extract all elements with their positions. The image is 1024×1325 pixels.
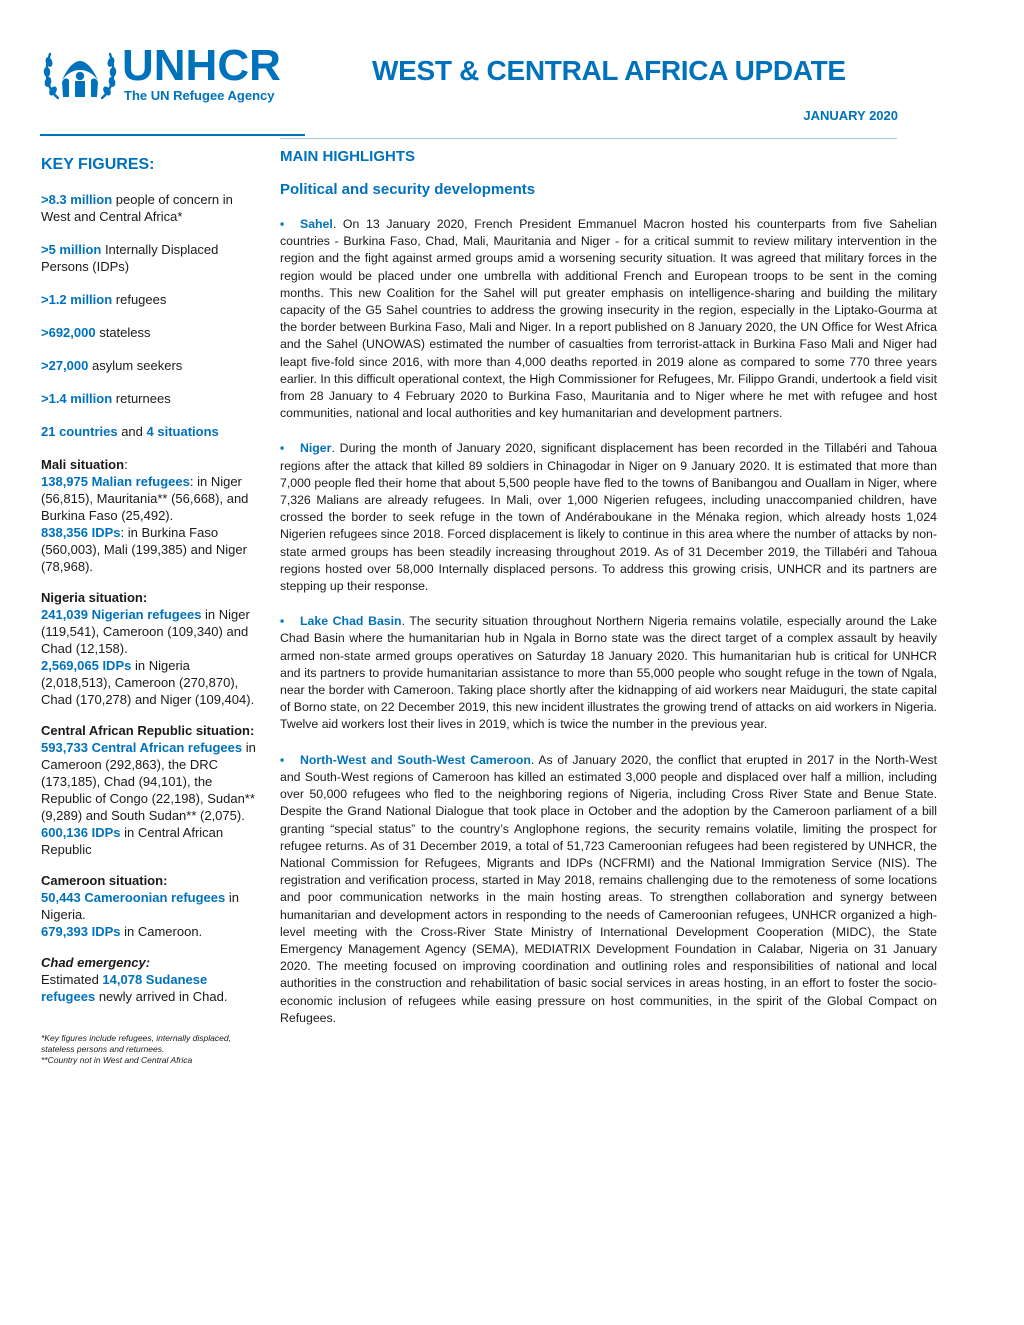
key-figure bbox=[41, 241, 259, 275]
key-figure bbox=[41, 390, 259, 407]
bullet-icon: ▪ bbox=[280, 441, 285, 456]
bullet-icon: ▪ bbox=[280, 752, 285, 767]
key-figure-value: >27,000 bbox=[41, 358, 89, 373]
paragraph-lead: Sahel bbox=[300, 217, 333, 231]
situation-text: in Niger (119,541), Cameroon (109,340) and Chad (12,158). bbox=[41, 607, 250, 656]
situation-text: : in Burkina Faso (560,003), Mali (199,385) and Niger (78,968). bbox=[41, 525, 247, 574]
paragraph-text: . During the month of January 2020, significant displacement has been recorded in the Tillabéri and Tahoua regions after the attack that killed 89 soldiers in Chinagodar in Niger on 9 January 2020. It is estimated that more than 7,000 people fled their home that about 5,500 people have fled to the towns of Banibangou and Ouallam in Niger, where 7,326 Malians are already refugees. In Mali, over 1,000 Nigerien refugees, including unaccompanied children, have crossed the border to seek refuge in the town of Andéraboukane in the Ménaka region, which already hosts 1,024 Nigerien refugees since 2018. Forced displacement is likely to continue in this area where the number of attacks by non-state armed groups has been steadily increasing throughout 2019. As of 31 December 2019, the Tillabéri and Tahoua regions hosted over 58,000 Internally displaced persons. To address this growing crisis, UNHCR and its partners are stepping up their response. bbox=[280, 441, 937, 594]
countries-figure bbox=[41, 423, 259, 440]
highlight-paragraph bbox=[280, 613, 937, 733]
situation-title: Chad emergency: bbox=[41, 955, 151, 970]
unhcr-emblem-icon bbox=[40, 40, 120, 106]
situation-title: Mali situation bbox=[41, 457, 125, 472]
countries-count: 21 countries bbox=[41, 424, 118, 439]
situation-text: : in Niger (56,815), Mauritania** (56,668), and Burkina Faso (25,492). bbox=[41, 474, 249, 523]
key-figure-text: asylum seekers bbox=[88, 358, 183, 373]
unhcr-tagline: The UN Refugee Agency bbox=[124, 88, 275, 103]
footnote-line: *Key figures include refugees, internally displaced, stateless persons and returnees. bbox=[41, 1033, 231, 1054]
situation-figure: 14,078 Sudanese refugees bbox=[41, 972, 208, 1004]
situation-text: in Central African Republic bbox=[41, 825, 224, 857]
section-heading: MAIN HIGHLIGHTS bbox=[280, 148, 415, 165]
key-figure-value: >5 million bbox=[41, 242, 102, 257]
situation-figure: 679,393 IDPs bbox=[41, 924, 121, 939]
situations-count: 4 situations bbox=[146, 424, 219, 439]
key-figures-sidebar bbox=[41, 156, 259, 1066]
header-rule-right bbox=[280, 138, 897, 139]
key-figure-value: >8.3 million bbox=[41, 192, 113, 207]
paragraph-text: . On 13 January 2020, French President Emmanuel Macron hosted his counterparts from five Sahelian countries - Burkina Faso, Chad, Mali, Mauritania and Niger - for a critical summit to review military intervention in the region and the fight against armed groups amid a worsening security situation. It was agreed that military forces in the region would be placed under one umbrella with additional French and European troops to be sent in the coming months. This new Coalition for the Sahel will put greater emphasis on intelligence-sharing and building the military capacity of the G5 Sahel countries to address the growing insecurity in the region, especially in the Liptako-Gourma at the border between Burkina Faso, Mali and Niger. In a report published on 8 January 2020, the UN Office for West Africa and the Sahel (UNOWAS) estimated the number of casualties from terrorist-attack in Burkina Faso Mali and Niger had leapt five-fold since 2016, with more than 4,000 deaths reported in 2019 alone as compared to some 770 three years earlier. In this difficult operational context, the High Commissioner for Refugees, Mr. Filippo Grandi, undertook a field visit from 28 January to 4 February 2020 to Burkina Faso, Mauritania and to Niger where he met with refugee and host communities, national and local authorities and key humanitarian and development partners. bbox=[280, 217, 937, 421]
key-figure-text: returnees bbox=[112, 391, 171, 406]
key-figure-text: people of concern in West and Central Africa* bbox=[41, 192, 233, 224]
unhcr-wordmark: UNHCR bbox=[122, 41, 281, 90]
section-subheading: Political and security developments bbox=[280, 181, 536, 198]
nigeria-situation bbox=[41, 589, 259, 708]
highlight-paragraph bbox=[280, 440, 937, 595]
situation-text: Estimated bbox=[41, 972, 103, 987]
situation-text: in Cameroon. bbox=[120, 924, 203, 939]
paragraph-lead: Niger bbox=[300, 441, 332, 456]
key-figure-value: >692,000 bbox=[41, 325, 96, 340]
situation-title: Cameroon situation: bbox=[41, 873, 168, 888]
situation-text: in Cameroon (292,863), the DRC (173,185), Chad (94,101), the Republic of Congo (22,198), Sudan** (9,289) and South Sudan** (2,075). bbox=[41, 740, 256, 823]
key-figure-text: Internally Displaced Persons (IDPs) bbox=[41, 242, 219, 274]
key-figure-text: stateless bbox=[95, 325, 151, 340]
situation-figure: 593,733 Central African refugees bbox=[41, 740, 243, 755]
bullet-icon: ▪ bbox=[280, 217, 285, 231]
situation-figure: 600,136 IDPs bbox=[41, 825, 121, 840]
highlight-paragraph bbox=[280, 752, 937, 1027]
paragraph-text: . As of January 2020, the conflict that erupted in 2017 in the North-West and South-West regions of Cameroon has killed an estimated 3,000 people and displaced over half a million, including over 50,000 refugees who fled to the neighboring regions of Nigeria, including Cross River State and Benue State. Despite the Grand National Dialogue that took place in October and the adoption by the Cameroon parliament of a bill granting “special status” to the country’s Anglophone regions, the security remains volatile, limiting the prospect for refugee returns. As of 31 December 2019, a total of 51,723 Cameroonian refugees had been registered by UNHCR, the National Commission for Refugees, Migrants and IDPs (NCFRMI) and the National Immigration Service (NIS). The registration and verification process, started in May 2018, remains challenging due to the remoteness of some locations and poor communication networks in the main hosting areas. To strengthen collaboration and synergy between humanitarian and development actors in responding to the needs of Cameroonian refugees, UNHCR organized a high-level meeting with the Cross-River State Ministry of International Development Cooperation (MIDC), the State Emergency Management Agency (SEMA), MEDIATRIX Development Foundation in Calabar, Nigeria on 31 January 2020. The meeting focused on improving coordination and outlining roles and responsibilities of national and local authorities in the construction and rehabilitation of basic social services in areas hosting, in an effort to foster the socio-economic inclusion of refugees while easing pressure on host communities, in the spirit of the Global Compact on Refugees. bbox=[280, 752, 938, 1025]
situation-title: Nigeria situation: bbox=[41, 590, 148, 605]
highlight-paragraph bbox=[280, 216, 937, 422]
situation-figure: 838,356 IDPs bbox=[41, 525, 121, 540]
key-figures-title: KEY FIGURES: bbox=[41, 156, 155, 173]
chad-emergency bbox=[41, 954, 259, 1005]
key-figure-text: refugees bbox=[112, 292, 167, 307]
paragraph-lead: North-West and South-West Cameroon bbox=[300, 752, 531, 767]
situation-figure: 2,569,065 IDPs bbox=[41, 658, 132, 673]
situation-figure: 138,975 Malian refugees bbox=[41, 474, 190, 489]
key-figure bbox=[41, 324, 259, 341]
situation-title: Central African Republic situation: bbox=[41, 723, 255, 738]
document-date: JANUARY 2020 bbox=[803, 108, 898, 123]
paragraph-lead: Lake Chad Basin bbox=[300, 614, 402, 629]
key-figure bbox=[41, 357, 259, 374]
countries-connector: and bbox=[117, 424, 147, 439]
situation-title-colon: : bbox=[124, 457, 128, 472]
car-situation bbox=[41, 722, 259, 858]
footnote-line: **Country not in West and Central Africa bbox=[41, 1055, 193, 1065]
key-figure-value: >1.2 million bbox=[41, 292, 113, 307]
cameroon-situation bbox=[41, 872, 259, 940]
key-figure bbox=[41, 291, 259, 308]
footnote bbox=[41, 1033, 259, 1066]
key-figure-value: >1.4 million bbox=[41, 391, 113, 406]
situation-text: newly arrived in Chad. bbox=[95, 989, 228, 1004]
bullet-icon: ▪ bbox=[280, 614, 285, 629]
unhcr-logo bbox=[40, 40, 310, 110]
situation-text: in Nigeria (2,018,513), Cameroon (270,870), Chad (170,278) and Niger (109,404). bbox=[41, 658, 255, 707]
header-rule-left bbox=[40, 134, 305, 136]
key-figure bbox=[41, 191, 259, 225]
situation-figure: 241,039 Nigerian refugees bbox=[41, 607, 202, 622]
paragraph-text: . The security situation throughout Northern Nigeria remains volatile, especially around the Lake Chad Basin where the humanitarian hub in Ngala in Borno state was the direct target of a complex assault by heavily armed non-state armed groups operatives on Saturday 18 January 2020. This humanitarian hub is critical for UNHCR and its partners to provide humanitarian assistance to more than 55,000 people who sought refuge in the town of Ngala, near the border with Cameroon. Taking place shortly after the kidnapping of aid workers near Maiduguri, the state capital of Borno state, on 22 December 2019, this new incident illustrates the growing trend of attacks on aid workers in Nigeria. Twelve aid workers lost their lives in 2019, which is twice the number in the previous year. bbox=[280, 614, 937, 732]
situation-text: in Nigeria. bbox=[41, 890, 239, 922]
document-title: WEST & CENTRAL AFRICA UPDATE bbox=[372, 55, 846, 86]
main-content bbox=[280, 148, 937, 1045]
mali-situation bbox=[41, 456, 259, 575]
situation-figure: 50,443 Cameroonian refugees bbox=[41, 890, 226, 905]
